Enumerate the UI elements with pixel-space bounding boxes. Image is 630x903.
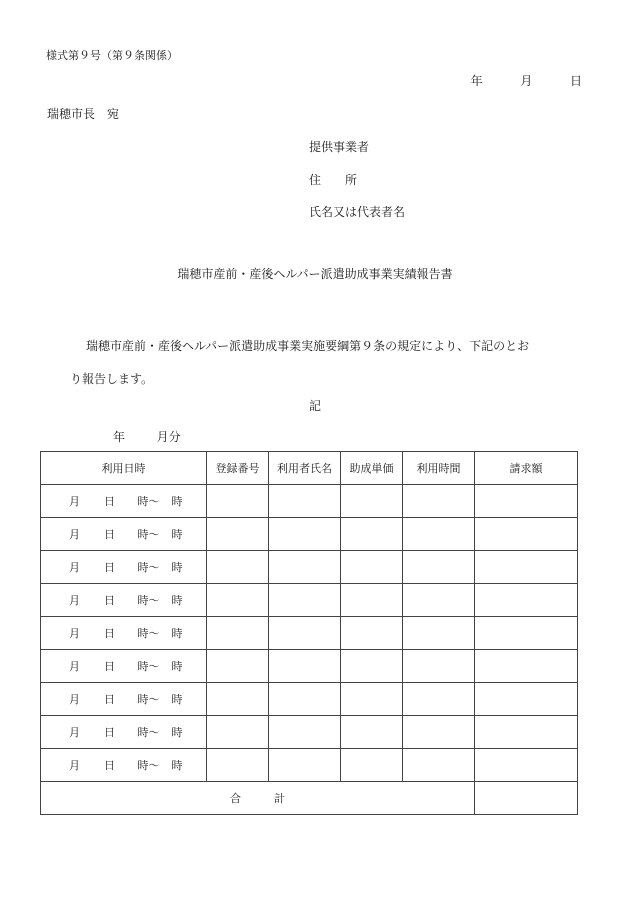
usage-time-cell[interactable]	[403, 485, 475, 518]
unit-price-cell[interactable]	[341, 716, 403, 749]
table-row	[41, 749, 578, 782]
dt-day: 日	[104, 594, 115, 607]
reg-number-cell[interactable]	[207, 749, 269, 782]
dt-from: 時～	[137, 627, 160, 640]
table-row	[41, 485, 578, 518]
datetime-cell[interactable]	[41, 551, 207, 584]
datetime-cell[interactable]	[41, 518, 207, 551]
date-line	[471, 72, 582, 89]
user-name-cell[interactable]	[269, 650, 341, 683]
date-month: 月	[520, 74, 533, 88]
unit-price-cell[interactable]	[341, 485, 403, 518]
date-day: 日	[569, 74, 582, 88]
header-user-name: 利用者氏名	[269, 452, 341, 485]
dt-month: 月	[69, 528, 80, 541]
reg-number-cell[interactable]	[207, 716, 269, 749]
billing-cell[interactable]	[475, 650, 578, 683]
unit-price-cell[interactable]	[341, 683, 403, 716]
user-name-cell[interactable]	[269, 485, 341, 518]
reg-number-cell[interactable]	[207, 650, 269, 683]
datetime-cell[interactable]	[41, 683, 207, 716]
billing-cell[interactable]	[475, 716, 578, 749]
dt-day: 日	[104, 561, 115, 574]
total-amount-cell[interactable]	[475, 782, 578, 815]
body-line-2: り報告します。	[70, 372, 154, 386]
billing-cell[interactable]	[475, 551, 578, 584]
user-name-cell[interactable]	[269, 683, 341, 716]
provider-address: 住 所	[309, 173, 358, 187]
total-row	[41, 782, 578, 815]
table-row	[41, 716, 578, 749]
billing-cell[interactable]	[475, 584, 578, 617]
dt-to: 時	[171, 693, 183, 706]
usage-time-cell[interactable]	[403, 749, 475, 782]
body-line-1: 瑞穂市産前・産後ヘルパー派遣助成事業実施要綱第９条の規定により、下記のとお	[86, 339, 530, 353]
table-row	[41, 650, 578, 683]
dt-from: 時～	[137, 726, 160, 739]
body-text	[70, 330, 590, 396]
total-label: 合 計	[41, 782, 475, 815]
user-name-cell[interactable]	[269, 617, 341, 650]
billing-cell[interactable]	[475, 485, 578, 518]
dt-to: 時	[171, 660, 183, 673]
reg-number-cell[interactable]	[207, 518, 269, 551]
dt-day: 日	[104, 726, 115, 739]
dt-day: 日	[104, 495, 115, 508]
dt-month: 月	[69, 594, 80, 607]
form-number: 様式第９号（第９条関係）	[46, 49, 178, 62]
usage-time-cell[interactable]	[403, 617, 475, 650]
unit-price-cell[interactable]	[341, 650, 403, 683]
table-row	[41, 551, 578, 584]
billing-cell[interactable]	[475, 749, 578, 782]
header-billing: 請求額	[475, 452, 578, 485]
dt-day: 日	[104, 660, 115, 673]
dt-day: 日	[104, 528, 115, 541]
unit-price-cell[interactable]	[341, 617, 403, 650]
ym-month: 月分	[156, 430, 181, 444]
header-reg-number: 登録番号	[207, 452, 269, 485]
addressee: 瑞穂市長 宛	[47, 107, 120, 121]
dt-from: 時～	[137, 561, 160, 574]
dt-month: 月	[69, 759, 80, 772]
table-row	[41, 617, 578, 650]
datetime-cell[interactable]	[41, 650, 207, 683]
provider-business: 提供事業者	[309, 140, 370, 154]
dt-from: 時～	[137, 759, 160, 772]
dt-to: 時	[171, 627, 183, 640]
dt-month: 月	[69, 627, 80, 640]
dt-from: 時～	[137, 693, 160, 706]
dt-from: 時～	[137, 594, 160, 607]
unit-price-cell[interactable]	[341, 551, 403, 584]
document-title: 瑞穂市産前・産後ヘルパー派遣助成事業実績報告書	[177, 267, 453, 281]
reg-number-cell[interactable]	[207, 584, 269, 617]
unit-price-cell[interactable]	[341, 518, 403, 551]
dt-day: 日	[104, 759, 115, 772]
usage-time-cell[interactable]	[403, 584, 475, 617]
datetime-cell[interactable]	[41, 584, 207, 617]
table-row	[41, 683, 578, 716]
table-row	[41, 584, 578, 617]
dt-to: 時	[171, 528, 183, 541]
provider-name: 氏名又は代表者名	[309, 205, 406, 219]
reg-number-cell[interactable]	[207, 485, 269, 518]
table-row	[41, 518, 578, 551]
usage-time-cell[interactable]	[403, 683, 475, 716]
dt-to: 時	[171, 759, 183, 772]
dt-from: 時～	[137, 660, 160, 673]
usage-time-cell[interactable]	[403, 716, 475, 749]
usage-time-cell[interactable]	[403, 650, 475, 683]
dt-to: 時	[171, 594, 183, 607]
dt-to: 時	[171, 495, 183, 508]
dt-day: 日	[104, 693, 115, 706]
datetime-cell[interactable]	[41, 749, 207, 782]
dt-from: 時～	[137, 528, 160, 541]
header-unit-price: 助成単価	[341, 452, 403, 485]
dt-month: 月	[69, 660, 80, 673]
user-name-cell[interactable]	[269, 716, 341, 749]
usage-time-cell[interactable]	[403, 518, 475, 551]
reg-number-cell[interactable]	[207, 551, 269, 584]
dt-day: 日	[104, 627, 115, 640]
user-name-cell[interactable]	[269, 584, 341, 617]
reg-number-cell[interactable]	[207, 683, 269, 716]
datetime-cell[interactable]	[41, 485, 207, 518]
user-name-cell[interactable]	[269, 551, 341, 584]
dt-month: 月	[69, 726, 80, 739]
user-name-cell[interactable]	[269, 749, 341, 782]
billing-cell[interactable]	[475, 683, 578, 716]
dt-month: 月	[69, 561, 80, 574]
date-year: 年	[470, 74, 483, 88]
unit-price-cell[interactable]	[341, 749, 403, 782]
header-usage-time: 利用時間	[403, 452, 475, 485]
dt-month: 月	[69, 693, 80, 706]
report-table	[40, 451, 578, 815]
billing-cell[interactable]	[475, 617, 578, 650]
user-name-cell[interactable]	[269, 518, 341, 551]
header-datetime: 利用日時	[41, 452, 207, 485]
datetime-cell[interactable]	[41, 617, 207, 650]
datetime-cell[interactable]	[41, 716, 207, 749]
ym-year: 年	[113, 430, 126, 444]
dt-month: 月	[69, 495, 80, 508]
dt-to: 時	[171, 726, 183, 739]
dt-from: 時～	[137, 495, 160, 508]
ki-label: 記	[308, 399, 321, 413]
usage-time-cell[interactable]	[403, 551, 475, 584]
year-month-label	[113, 428, 181, 445]
table-header-row	[41, 452, 578, 485]
dt-to: 時	[171, 561, 183, 574]
unit-price-cell[interactable]	[341, 584, 403, 617]
billing-cell[interactable]	[475, 518, 578, 551]
reg-number-cell[interactable]	[207, 617, 269, 650]
